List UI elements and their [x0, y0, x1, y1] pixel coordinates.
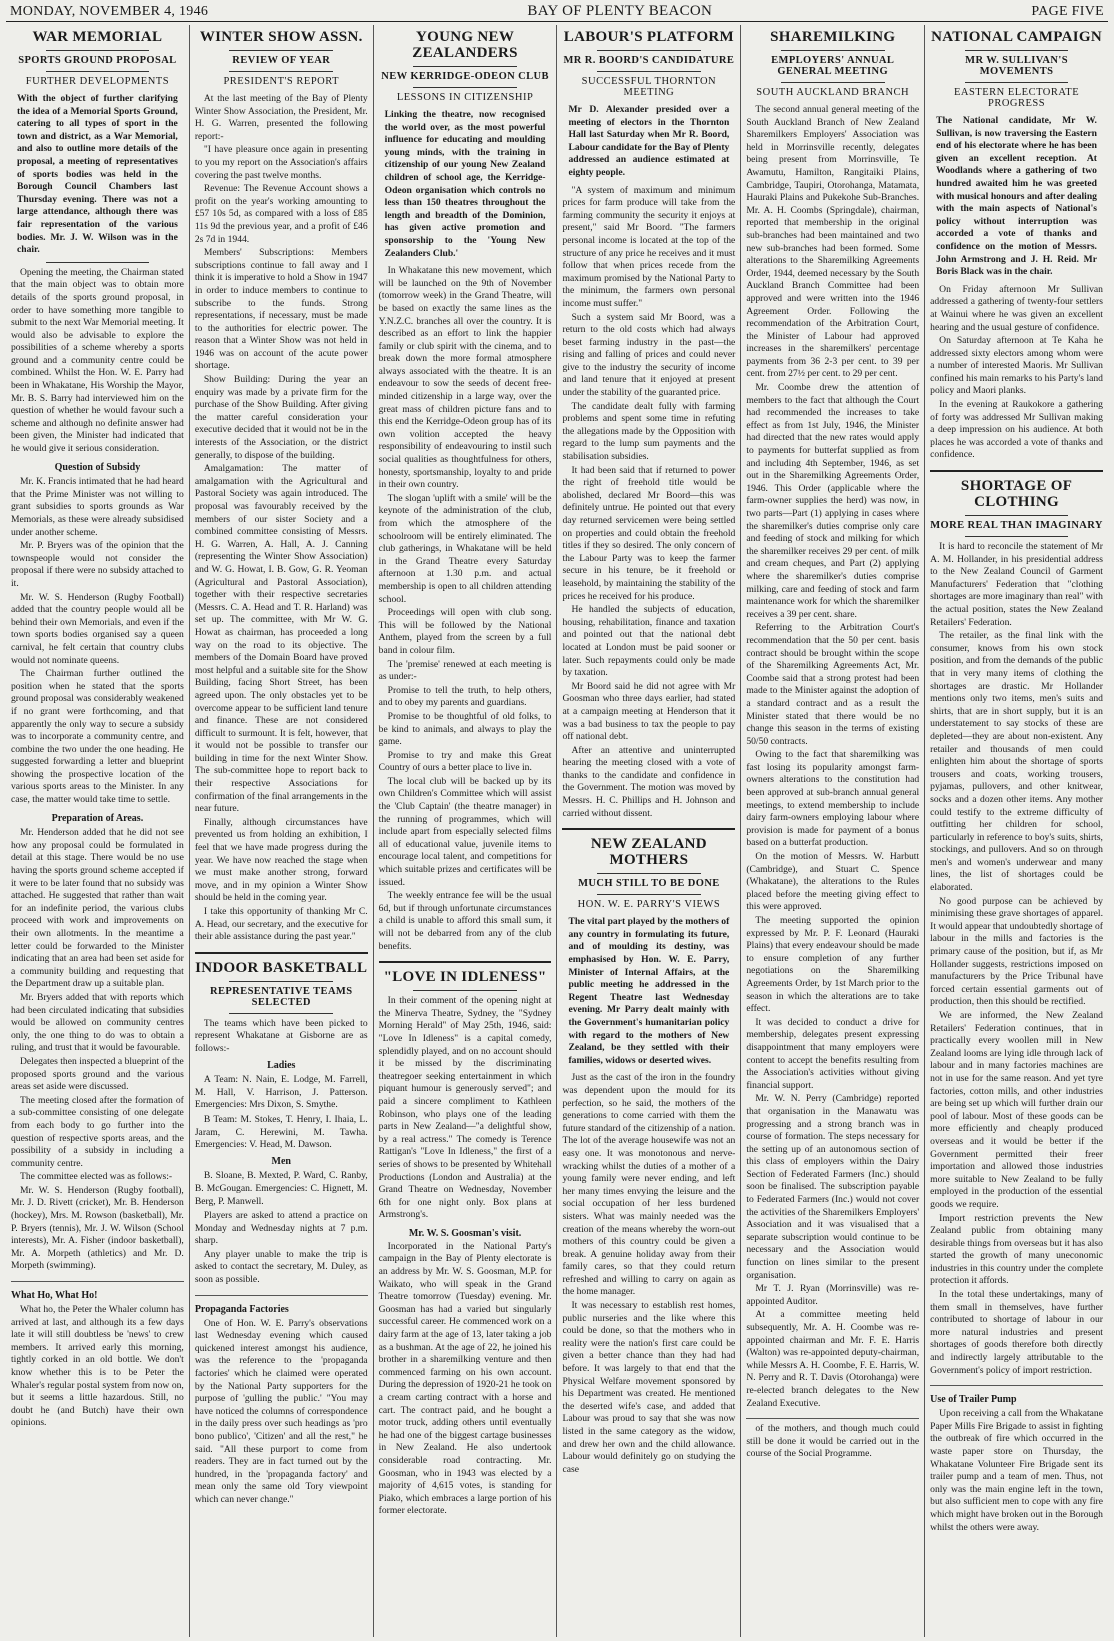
article-love-in-idleness	[379, 995, 552, 1222]
article-trailer-pump	[930, 1408, 1103, 1534]
paragraph: He handled the subjects of education, housing, rehabilitation, finance and taxation and pointed out that the national debt located at London must be paid sooner or later. Such repayments could only be made by taxation.	[562, 604, 736, 679]
lede-national: The National candidate, Mr W. Sullivan, is now traversing the Eastern end of his electorate where he has been given an excellent reception. At Woodlands where a gathering of two hundred awaited him he was greeted with musical honours and after dealing with the main aspects of National's policy without interruption was accorded a vote of thanks and confidence on the motion of Messrs. John Armstrong and J. H. Reid. Mr Boris Black was in the chair.	[936, 115, 1097, 278]
paragraph: On Saturday afternoon at Te Kaha he addressed sixty electors among whom were a number of interested Maoris. Mr Sullivan confined his main remarks to his Party's land policy and Maori planks.	[930, 335, 1103, 397]
paragraph: Mr. W. N. Perry (Cambridge) reported that organisation in the Manawatu was progressing and a strong branch was in course of formation. The steps necessary for the setting up of an autonomous section of this class of employers within the Dairy Section of Federated Farmers (Inc.) should soon be finalised. The subscription payable to Federated Farmers (Inc.) would not cover the activities of the Sharemilkers Employers' Association and it was visualised that a separate subscription would continue to be necessary and the Association would function on lines similar to the present organisation.	[746, 1093, 920, 1281]
paragraph: Incorporated in the National Party's campaign in the Bay of Plenty electorate is an address by Mr. W. S. Goosman, M.P. for Waikato, who will speak in the Grand Theatre tomorrow (Tuesday) evening. Mr. Goosman has had a varied but singularly successful career. He commenced work on a dairy farm at the age of 13, later taking a job as a bushman. At the age of 22, he joined his brother in a sharemilking venture and then commenced farming on his own account. During the depression of 1920-21 he took on a cream carting contract with a horse and cart. The contract paid, and he bought a motor truck, adding others until eventually he had one of the biggest cartage businesses in New Zealand. He also undertook considerable road contracting. Mr. Goosman, who in 1943 was elected by a majority of 4,615 votes, is standing for Piako, which embraces a large portion of his former electorate.	[378, 1240, 552, 1517]
column-young-new-zealanders	[374, 25, 558, 1637]
masthead-page: PAGE FIVE	[1031, 4, 1104, 19]
paragraph: On Friday afternoon Mr Sullivan addressed a gathering of twenty-four settlers at Wainui where he was given an excellent hearing and the usual gesture of confidence.	[930, 283, 1103, 333]
paragraph: Mr. Henderson added that he did not see how any proposal could be formulated in detail at this stage. There would be no use having the sports ground scheme accepted if it were to be later found that no subsidy was attached. He suggested that rather than wait for an indefinite period, the various clubs proceed with work and improvements on their own allotments. In the meantime a letter could be forwarded to the Minister indicating that an area had been set aside for a community building and requesting that the Department draw up a suitable plan.	[11, 827, 184, 990]
paragraph: Promise to try and make this Great Country of ours a better place to live in.	[378, 749, 552, 774]
deck-parry-views: HON. W. E. PARRY'S VIEWS	[577, 899, 721, 911]
lede-mothers: The vital part played by the mothers of any country in formulating its future, and of moulding its destiny, was emphasised by Hon. W. E. Parry, Minister of Internal Affairs, at the public meeting he addressed in the Regent Theatre last Wednesday evening. Mr Parry dealt mainly with the Government's humanitarian policy with regard to the mothers of New Zealand, be they settled with their families, widows or deserted wives.	[568, 916, 730, 1066]
paragraph: It was necessary to establish rest homes, public nurseries and the like where this could be done, so that the mothers who in reality were the nation's first care could be given a better chance than they had had before. It was largely to that end that the Physical Welfare movement sponsored by his Department was created. He mentioned the deserted wife's case, and added that Labour was proud to say that she was now listed in the same category as the widow, and drew her own and the child allowance. Labour would definitely go on studying the case	[562, 1300, 736, 1475]
paragraph: It is hard to reconcile the statement of Mr A. M. Hollander, in his presidential address to the New Zealand Council of Garment Manufacturers' Federation that "clothing shortages are more imaginary than real" with the actual position, states the New Zealand Retailers' Federation.	[930, 541, 1103, 628]
paragraph: The weekly entrance fee will be the usual 6d, but if through unfortunate circumstances a child is unable to afford this small sum, it will not be debarred from any of the club benefits.	[378, 890, 552, 952]
paragraph: Mr Boord said he did not agree with Mr Goosman who three days earlier, had stated at a campaign meeting at Henderson that it was a bad business to tax the people to pay off national debt.	[562, 680, 736, 743]
paragraph: At a committee meeting held subsequently, Mr. A. H. Coombe was re-appointed chairman and Mr. F. E. Harris (Walton) was re-appointed deputy-chairman, while Messrs A. H. Coombe, F. E. Harris, W. N. Perry and R. T. Davis (Otorohanga) were re-elected branch delegates to the New Zealand Executive.	[746, 1309, 920, 1409]
article-clothing	[930, 541, 1103, 1377]
subhead-sullivan: MR W. SULLIVAN'S MOVEMENTS	[965, 55, 1068, 77]
subhead-still-to-be-done: MUCH STILL TO BE DONE	[578, 878, 720, 890]
headline-clothing-shortage: SHORTAGE OF CLOTHING	[960, 478, 1073, 511]
paragraph: Any player unable to make the trip is asked to contact the secretary, M. Duley, as soon as possible.	[194, 1248, 368, 1286]
paragraph: "A system of maximum and minimum prices for farm produce will take from the farming community the security it enjoys at present," said Mr Boord. "The farmers personal income is located at the top of the structure of any price he receives and it must follow that when prices recede from the maximum promised by the National Party to the minimum, the farmers own personal income must suffer."	[562, 184, 736, 309]
paragraph: After an attentive and uninterrupted hearing the meeting closed with a vote of thanks to the candidate and confidence in the Government. The motion was moved by Messrs. H. C. Phillips and H. Johnson and carried without dissent.	[562, 744, 736, 819]
paragraph: The Chairman further outlined the position when he stated that the sports ground proposal was considerably weakened if no grant were forthcoming, and that apparently the only way to secure a subsidy was to incorporate a community centre, and combine the two under the one heading. He suggested forwarding a letter and blueprint showing the prospective location of the various sports areas to the Minister. In any case, the matter would take time to settle.	[11, 668, 184, 806]
paragraph: Mr. W. S. Henderson (Rugby football), Mr. J. D. Rivett (cricket), Mr. B. Henderson (hockey), Mrs. M. Rowson (basketball), Mr. P. Bryers (tennis), Mr. J. W. Wilson (School interests), Mr. A. Fisher (indoor basketball), Mr. A. Morpeth (athletics) and Mr. D. Morpeth (swimming).	[11, 1184, 184, 1272]
article-propaganda	[195, 1318, 368, 1507]
paragraph: Referring to the Arbitration Court's recommendation that the 50 per cent. basis contract should be brought within the scope of the Sharemilking Agreements Act, Mr. Coombe said that a strong protest had been made to the Minister against the adoption of a standard contract and as a result the Minister stated that there would be no change this season in the terms of existing 50/50 contracts.	[746, 622, 920, 747]
sidehead-preparation: Preparation of Areas.	[51, 812, 144, 824]
paragraph: Amalgamation: The matter of amalgamation with the Agricultural and Pastoral Society was again introduced. The proposal was favourably received by the members of our sister Society and a combined committee consisting of Messrs. H. G. Warren, A. Hall, A. J. Canning (representing the Winter Show Association) and W. G. Howat, I. B. Gow, G. R. Yeoman (Agricultural and Pastoral Association), together with their respective secretaries (Messrs. C. A. Head and T. R. Harland) was set up. The committee, with Mr W. G. Howat as chairman, has proceeded a long way on the road to its objective. The members of the Domain Board have proved most helpful and a suitable site for the Show Building, facing Short Street, has been agreed upon. The only obstacles yet to be overcome appear to be sufficient land tenure and finance. These are not considered difficult to surmount. It is felt, however, that it would not be possible to transfer our building in time for the next Winter Show. The sub-committee hope to report back to their respective Associations for confirmation of the final arrangements in the near future.	[194, 463, 368, 815]
paragraph: It was decided to conduct a drive for membership, delegates present expressing disappointment that many employers were content to accept the benefits resulting from the Association's activities without giving financial support.	[746, 1016, 920, 1091]
paragraph: Mr. W. S. Henderson (Rugby Football) added that the country people would all be behind their own Memorials, and even if the town sports bodies organised say a queen carnival, he felt certain that country clubs would not nominate queens.	[11, 591, 184, 666]
column-national-campaign	[925, 25, 1108, 1637]
team-b: B Team: M. Stokes, T. Henry, I. Ihaia, L. Jaram, C. Herewini, M. Tawha. Emergencies: V. Head, M. Dawson.	[194, 1113, 368, 1151]
paragraph: Revenue: The Revenue Account shows a profit on the year's working amounting to £57 10s 5d, as compared with a loss of £85 11s 9d the previous year, and a profit of £46 2s 7d in 1944.	[194, 183, 368, 245]
subhead-teams-selected: REPRESENTATIVE TEAMS SELECTED	[209, 985, 353, 1008]
lede-war-memorial: With the object of further clarifying the idea of a Memorial Sports Ground, catering to all types of sport in the town and district, as a War Memorial, and also to outline more details of the proposal, a meeting of representatives of sports bodies was held in the Borough Council Chambers last Thursday evening. There was not a large attendance, although there was fair representation of the various bodies. Mr. J. W. Wilson was in the chair.	[17, 93, 178, 256]
headline-winter-show: WINTER SHOW ASSN.	[199, 29, 363, 45]
paragraph: The local club will be backed up by its own Children's Committee which will assist the 'Club Captain' (the theatre manager) in the running of programmes, which will include apart from especially selected films all of educational value, juvenile items to encourage local talent, and competitions for which suitable prizes and certificates will be issued.	[378, 775, 552, 888]
column-winter-show	[190, 25, 374, 1637]
paragraph: Mr T. J. Ryan (Morrinsville) was re-appointed Auditor.	[746, 1283, 920, 1307]
paragraph: We are informed, the New Zealand Retailers' Federation continues, that in practically every woollen mill in New Zealand looms are lying idle through lack of labour and in many factories machines are not in use for the same reason. And yet tyre factories, cotton mills, and other industries are being set up which will further drain our pool of labour. Most of these goods can be more efficiently and cheaply produced overseas and it would be better if the Government permitted their freer importation and allowed those industries more suitable to New Zealand to be fully employed in the production of the essential goods we require.	[930, 1010, 1103, 1210]
paragraph: The teams which have been picked to represent Whakatane at Gisborne are as follows:-	[194, 1017, 368, 1054]
paragraph: Members' Subscriptions: Members subscriptions continue to fall away and I think it is imperative to hold a Show in 1947 in order to induce members to continue to subscribe to the funds. Strong representations, if necessary, must be made to the authorities for electric power. The reason that a Winter Show was not held in 1946 was on account of the acute power shortage.	[194, 247, 368, 372]
paragraph: Owing to the fact that sharemilking was fast losing its popularity amongst farm-owners alterations to the constitution had been approved at sub-branch annual general meetings, to extend membership to include dairy farm-owners employing labour where provision is made for payment of a bonus based on a butterfat production.	[746, 749, 920, 849]
article-sharemilking	[746, 104, 919, 1410]
lede-young-nz: Linking the theatre, now recognised the world over, as the most powerful influence for educating and moulding young minds, with the training in citizenship of our young New Zealand children of school age, the Kerridge-Odeon organisation which controls no less than 150 theatres throughout the length and breadth of the Dominion, has given active promotion and sponsorship to the 'Young New Zealanders Club.'	[384, 109, 546, 259]
article-war-memorial	[11, 267, 184, 1273]
paragraph: "I have pleasure once again in presenting to you my report on the Association's affairs covering the past twelve months.	[194, 144, 368, 181]
team-a: A Team: N. Nain, E. Lodge, M. Farrell, M. Hall, V. Harrison, J. Patterson. Emergencies: Mrs Dixon, S. Smythe.	[194, 1074, 368, 1111]
paragraph: In their comment of the opening night at the Minerva Theatre, Sydney, the "Sydney Morning Herald" of May 25th, 1946, said: "Love In Idleness" is a capital comedy, splendidly played, and on no account should it be missed by the discriminating theatregoer seeking entertainment in which piquant humour is generously served"; and paid a sincere compliment to Kathleen Robinson, who plays one of the leading parts in New Zealand—"a delightful show, by a real actress." The comedy is Terence Rattigan's "Love In Idleness," the first of a series of shows to be presented by Whitehall Productions (London and Australia) at the Grand Theatre on Wednesday, November 6th for one night only. Box plans at Armstrong's.	[378, 995, 552, 1221]
paragraph: The slogan 'uplift with a smile' will be the keynote of the administration of the club, from which the atmosphere of the schoolroom will be entirely eliminated. The club gatherings, in Whakatane will be held in the Grand Theatre every Saturday afternoon at 1.30 p.m. and actual membership is open to all children attending school.	[378, 492, 552, 605]
paragraph: Promise to tell the truth, to help others, and to obey my parents and guardians.	[378, 684, 552, 709]
headline-labour: LABOUR'S PLATFORM	[563, 29, 735, 45]
article-winter-show	[195, 93, 368, 944]
paragraph: It had been said that if returned to power the right of freehold title would be abolished, declared Mr Boord—this was definitely untrue. He pointed out that every day returned servicemen were being settled on properties and could obtain the freehold titles if they so desired. The only concern of the Labour Party was to keep the farmer secure in his tenure, be it freehold or leasehold, by maintaining the stability of the prices he received for his produce.	[562, 464, 736, 602]
column-labour-platform	[557, 25, 741, 1637]
headline-what-ho: What Ho, What Ho!	[11, 1290, 98, 1302]
article-mothers-continued	[746, 1423, 919, 1461]
paragraph: Mr. Coombe drew the attention of members to the fact that although the Court had recommended the increases to take effect as from 1st July, 1946, the Minister had directed that the new rates would apply to payments for butterfat supplied as from and including 4th September, 1946, as set out in the Sharemilking Agreements Order, 1946. This Order (applicable where the farm-owner supplies the herd) was now, in two parts—Part (1) applying in cases where the sharemilker's duties comprise only care and feeding of stock and milking for which the sharemilker receives 29 per cent. of milk and cream cheques, and Part (2) applying where the sharemilker's duties comprise milking, care and feeding of stock and farm maintenance work for which the sharemilker receives a 39 per cent. share.	[746, 382, 920, 620]
subhead-boord: MR R. BOORD'S CANDIDATURE	[563, 55, 735, 66]
article-national	[930, 284, 1103, 462]
deck-further-developments: FURTHER DEVELOPMENTS	[25, 76, 170, 87]
paragraph: In the evening at Raukokore a gathering of forty was addressed Mr Sullivan making a deep impression on his audience. At both places he was accorded a vote of thanks and confidence.	[930, 399, 1103, 461]
paragraph: Mr. Bryers added that with reports which had been circulated indicating that subsidies would be allowed on community centres only, the one thing to do was to obtain a ruling, and trust that it would be favourable.	[11, 991, 184, 1054]
column-war-memorial	[6, 25, 190, 1637]
paragraph: The meeting closed after the formation of a sub-committee consisting of one delegate from each body to go further into the question of respective sports areas, and the possibility of a subsidy in including a community centre.	[11, 1094, 184, 1169]
headline-national-campaign: NATIONAL CAMPAIGN	[931, 29, 1102, 45]
article-young-nz	[379, 265, 552, 953]
subhead-review: REVIEW OF YEAR	[232, 55, 331, 66]
article-what-ho	[11, 1304, 184, 1430]
deck-presidents-report: PRESIDENT'S REPORT	[223, 76, 340, 87]
paragraph: Proceedings will open with club song. This will be followed by the National Anthem, played from the screen by a full band in colour film.	[378, 607, 552, 656]
subhead-employers-meeting: EMPLOYERS' ANNUAL GENERAL MEETING	[771, 55, 895, 77]
headline-love-in-idleness: "LOVE IN IDLENESS"	[383, 969, 547, 986]
subhead-sports-ground: SPORTS GROUND PROPOSAL	[18, 55, 177, 66]
paragraph: At the last meeting of the Bay of Plenty Winter Show Association, the President, Mr. H. G. Warren, presented the following report:-	[194, 93, 368, 142]
masthead-title: BAY OF PLENTY BEACON	[527, 3, 713, 19]
sidehead-subsidy: Question of Subsidy	[54, 461, 141, 473]
paragraph: No good purpose can be achieved by minimising these grave shortages of apparel. It would appear that undoubtedly shortage of labour in the mills and factories is the primary cause of the position, but if, as Mr Hollander suggests, restrictions imposed on manufacturers by the Price Tribunal have forced certain essential garments out of production, then this should be rectified.	[930, 895, 1103, 1008]
paragraph: Delegates then inspected a blueprint of the proposed sports ground and the various areas set aside were discussed.	[11, 1055, 184, 1093]
article-basketball	[195, 1018, 368, 1287]
paragraph: Show Building: During the year an enquiry was made by a private firm for the purchase of the Show Building. After giving the matter careful consideration your executive decided that it would not be in the interests of the Association, or the district generally, to dispose of the building.	[194, 374, 368, 461]
article-labour	[562, 185, 735, 821]
paragraph: One of Hon. W. E. Parry's observations last Wednesday evening which caused quickened interest amongst his audience, was the reference to the 'propaganda factories' which he claimed were operated by the National Party supporters for the purpose of 'gulling the public.' "You may have noticed the columns of correspondence in the daily press over such headings as 'pro bono publico', 'Citizen' and all the rest," he said. "All these purport to come from readers. They are in fact turned out by the hundred, in the 'propaganda factory' and mean only the same old Tory viewpoint which can never change."	[194, 1317, 368, 1505]
headline-sharemilking: SHAREMILKING	[770, 29, 896, 45]
paragraph: Mr. K. Francis intimated that he had heard that the Prime Minister was not willing to grant subsidies to sports grounds as War Memorials, as these were already subsidised under another scheme.	[11, 476, 184, 538]
paragraph: The 'premise' renewed at each meeting is as under:-	[378, 658, 552, 683]
article-mothers	[562, 1072, 735, 1476]
sidehead-men: Men	[271, 1155, 291, 1167]
paragraph: Just as the cast of the iron in the foundry was dependent upon the mould for its perfection, so he said, the mothers of the generations to come carried with them the future standard of the citizenship of a nation. The lot of the average housewife was not an easy one. It was monotonous and nerve-wracking whilst the duties of a mother of a young family were never ending, and left her many times envying the leisure and the social occupation of her less burdened sisters. What was mainly needed was the creation of the means whereby the worn-out mothers of this country could be given a break. A genuine holiday away from their family cares, so that they could return refreshed and willing to carry on again as the home manager.	[562, 1072, 736, 1298]
paragraph: The second annual general meeting of the South Auckland Branch of New Zealand Sharemilkers Employers' Association was held in Morrinsville recently, delegates being present from Morrinsville, Te Awamutu, Hamilton, Rangitaiki Plains, Cambridge, Taupiri, Otorohanga, Matamata, Hauraki Plains and Pukekohe Sub-Branches. Mr. A. H. Coombs (Springdale), chairman, reported that membership in the original sub-branches had been maintained and two new sub-branches had been formed. Some alterations to the Sharemilking Agreements Order, 1944, deemed necessary by the South Auckland Branch Committee had been approved and were written into the 1946 Agreement Order. Following the recommendation of the Arbitration Court, the Minister of Labour had approved increases in the sharemilkers' percentage payments from 36 2-3 per cent. to 39 per cent. from 27½ per cent. to 29 per cent.	[746, 104, 920, 380]
deck-thornton: SUCCESSFUL THORNTON MEETING	[581, 76, 717, 98]
paragraph: Import restriction prevents the New Zealand public from obtaining many desirable things from overseas but it has also started the growth of many uneconomic industries in this country under the complete protection it affords.	[930, 1212, 1103, 1287]
headline-young-nz: YOUNG NEW ZEALANDERS	[412, 29, 518, 61]
paragraph: Players are asked to attend a practice on Monday and Wednesday nights at 7 p.m. sharp.	[194, 1210, 368, 1247]
masthead	[6, 0, 1108, 22]
headline-indoor-basketball: INDOOR BASKETBALL	[195, 959, 368, 976]
paragraph: Mr. P. Bryers was of the opinion that the townspeople would not consider the proposal if there were no subsidy attached to it.	[11, 540, 184, 589]
deck-south-auckland: SOUTH AUCKLAND BRANCH	[756, 87, 910, 98]
column-sharemilking	[741, 25, 925, 1637]
article-goosman	[379, 1241, 552, 1518]
sidehead-goosman: Mr. W. S. Goosman's visit.	[408, 1227, 522, 1239]
headline-propaganda: Propaganda Factories	[194, 1303, 289, 1315]
team-men: B. Sloane, B. Mexted, P. Ward, C. Ranby, B. McGougan. Emergencies: C. Hignett, M. Berg, P. Manwell.	[194, 1170, 368, 1207]
deck-eastern-electorate: EASTERN ELECTORATE PROGRESS	[953, 87, 1080, 109]
subhead-more-real: MORE REAL THAN IMAGINARY	[930, 520, 1103, 532]
paragraph: What ho, the Peter the Whaler column has arrived at last, and although its a few days late it will still doubtless be 'news' to crew members. It arrived early this morning, tightly corked in an old bottle. We don't know whether this is to be Peter the Whaler's regular postal system from now on, but it seems a little hazardous. Still, no doubt he (and Butch) have their own opinions.	[11, 1304, 184, 1429]
paragraph: The candidate dealt fully with farming problems and spent some time in refuting the allegations made by the Opposition with regard to the lump sum payments and the stabilisation subsidies.	[562, 400, 736, 463]
paragraph: Promise to be thoughtful of old folks, to be kind to animals, and always to play the game.	[378, 710, 552, 748]
paragraph: In Whakatane this new movement, which will be launched on the 9th of November (tomorrow week) in the Grand Theatre, will be based on exactly the same lines as the Y.N.Z.C. branches all over the country. It is described as an effort to link the happier family or club spirit with the cinema, and to break down the more formal atmosphere always associated with the theatre. It is an endeavour to sow the seeds of decent free-minded citizenship in a large way, over the great mass of children picture fans and to this end the Kerridge-Odeon group has of its own volition accepted the heavy responsibility of endeavouring to instil such social qualities as thoughtfulness for others, honesty, sportsmanship, loyalty to and pride in their own country.	[378, 265, 552, 491]
paragraph: Finally, although circumstances have prevented us from holding an exhibition, I feel that we have made progress during the year. We have now reached the stage when we must make another strong, forward move, and in my opinion a Winter Show should be held in the coming year.	[194, 816, 368, 904]
subhead-kerridge-odeon: NEW KERRIDGE-ODEON CLUB	[381, 71, 549, 82]
lede-labour: Mr D. Alexander presided over a meeting of electors in the Thornton Hall last Saturday when Mr R. Boord, Labour candidate for the Bay of Plenty addressed an audience estimated at eighty people.	[568, 104, 730, 178]
deck-citizenship: LESSONS IN CITIZENSHIP	[396, 92, 534, 103]
masthead-date: MONDAY, NOVEMBER 4, 1946	[10, 4, 209, 19]
paragraph: of the mothers, and though much could still be done it would be carried out in the course of the Social Programme.	[746, 1423, 920, 1460]
paragraph: The meeting supported the opinion expressed by Mr. P. F. Leonard (Hauraki Plains) that every endeavour should be made to ensure completion of any further negotiations on the Sharemilking Agreements Order, by 1st March prior to the season in which the alterations are to take effect.	[746, 915, 920, 1015]
headline-trailer-pump: Use of Trailer Pump	[930, 1394, 1017, 1406]
paragraph: The retailer, as the final link with the consumer, knows from his own stock position, and from the demands of the public that in very many items of clothing the shortages are drastic. Mr Hollander mentions only two items, men's suits and shirts, that are in short supply, but it is an understatement to say stocks of these are depleted—they are about non-existent. Any retailer and thousands of men could enlighten him about the shortage of sports trousers and coats, working trousers, pyjamas, pullovers, and other knitwear, socks and a dozen other items. Any mother could testify to the extreme difficulty of outfitting her children for school, particularly in reference to boy's suits, shirts, stockings, and pullovers. And so on through men's and women's underwear and many lines, the list of shortages could be elaborated.	[930, 630, 1103, 894]
headline-nz-mothers: NEW ZEALAND MOTHERS	[590, 836, 707, 869]
paragraph: Such a system said Mr Boord, was a return to the old costs which had always beset farming industry in the past—the rising and falling of prices and could never give to the industry the security of income and land tenure that it enjoyed at present under the stability of the guaranted price.	[562, 311, 736, 399]
headline-war-memorial: WAR MEMORIAL	[32, 29, 163, 45]
paragraph: I take this opportunity of thanking Mr C. A. Head, our secretary, and the executive for their able assistance during the past year."	[194, 906, 368, 943]
paragraph: Opening the meeting, the Chairman stated that the main object was to obtain more details of the sports ground proposal, in order to have something more tangible to submit to the next War Memorial meeting. It would also be advisable to explore the possibilities of a scheme whereby a sports ground and a community centre could be combined. Whilst the Hon. W. E. Parry had been in Whakatane, His Worship the Mayor, Mr. B. S. Barry had interviewed him on the question of whether he would favour such a scheme and although no definite answer had been given, the Minister had indicated that he would give it serious consideration.	[11, 266, 184, 455]
columns	[6, 25, 1108, 1637]
paragraph: On the motion of Messrs. W. Harbutt (Cambridge), and Stuart C. Spence (Whakatane), the alterations to the Rules placed before the meeting giving effect to this were approved.	[746, 851, 920, 913]
sidehead-ladies: Ladies	[267, 1059, 296, 1071]
paragraph: The committee elected was as follows:-	[20, 1171, 173, 1183]
paragraph: Upon receiving a call from the Whakatane Paper Mills Fire Brigade to assist in fighting the outbreak of fire which occurred in the waste paper store on Thursday, the Whakatane Volunteer Fire Brigade sent its trailer pump and a team of men. Thus, not only was the main engine left in the town, but also sufficient men to cope with any fire which might have broken out in the Borough whilst the others were away.	[930, 1408, 1103, 1533]
paragraph: In the total these undertakings, many of them small in themselves, have further contributed to shortage of labour in our more natural industries and present shortages of goods therefore both directly and indirectly largely attributable to the Government's policy of import restriction.	[930, 1289, 1103, 1376]
